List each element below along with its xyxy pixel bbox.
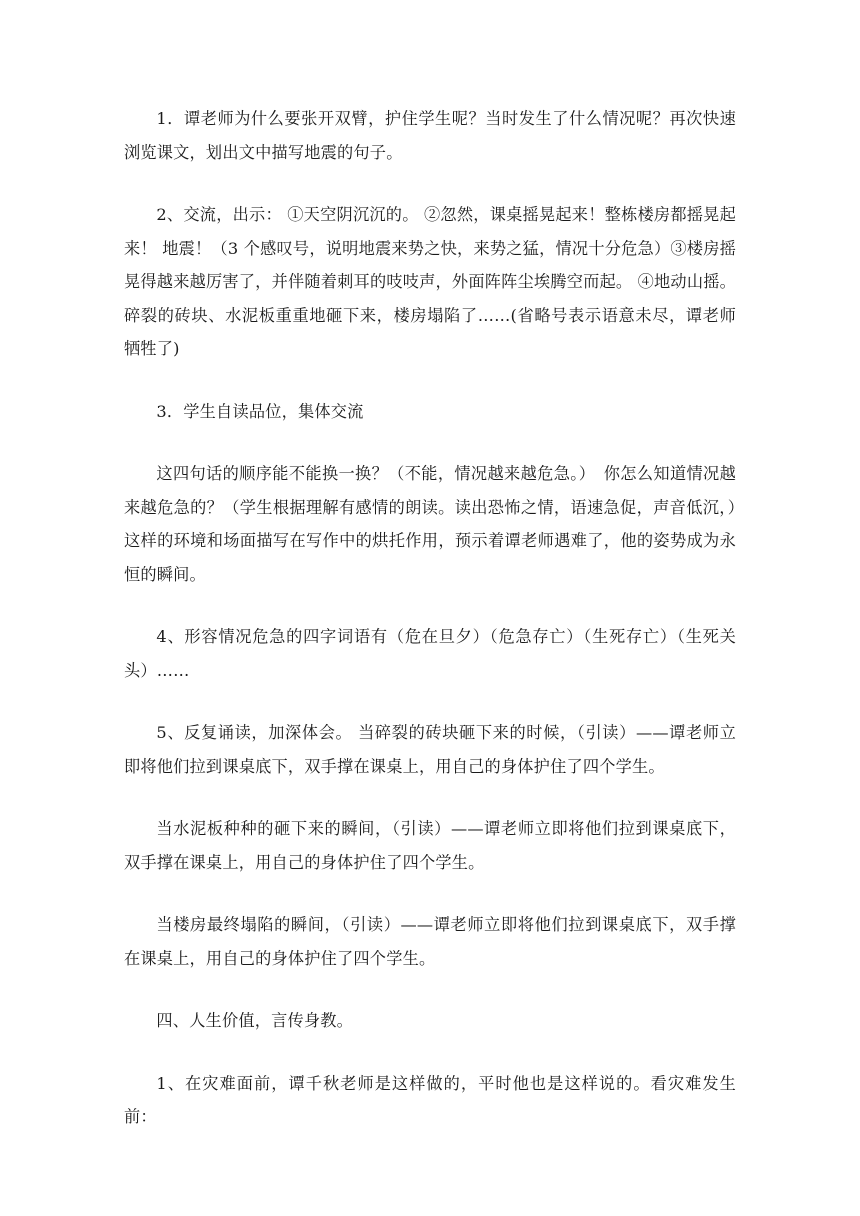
paragraph-question-1: 1．谭老师为什么要张开双臂，护住学生呢？当时发生了什么情况呢？再次快速浏览课文，划出文中描写地震的句子。 (124, 109, 736, 162)
document-page (124, 102, 736, 1163)
paragraph-idioms-4: 4、形容情况危急的四字词语有（危在旦夕）（危急存亡）（生死存亡）（生死关头）…… (124, 627, 736, 680)
paragraph-exchange-2: 2、交流，出示： ①天空阴沉沉的。 ②忽然，课桌摇晃起来！整栋楼房都摇晃起来！ 地震！（3 个感叹号，说明地震来势之快，来势之猛，情况十分危急）③楼房摇晃得越来越厉害了，并伴随着刺耳的吱吱声，外面阵阵尘埃腾空而起。 ④地动山摇。碎裂的砖块、水泥板重重地砸下来，楼房塌陷了……(省略号表示语意未尽，谭老师牺牲了) (124, 205, 736, 358)
section-heading-life-value: 四、人生价值，言传身教。 (156, 1011, 354, 1030)
paragraph-before-disaster: 1、在灾难面前，谭千秋老师是这样做的，平时他也是这样说的。看灾难发生前： (124, 1073, 736, 1126)
paragraph-self-read-3: 3．学生自读品位，集体交流 (156, 401, 364, 421)
paragraph-cement-slab: 当水泥板种种的砸下来的瞬间，（引读）——谭老师立即将他们拉到课桌底下，双手撑在课桌上，用自己的身体护住了四个学生。 (124, 819, 736, 872)
paragraph-sentence-order: 这四句话的顺序能不能换一换？（不能，情况越来越危急。） 你怎么知道情况越来越危急的？（学生根据理解有感情的朗读。读出恐怖之情，语速急促，声音低沉，）这样的环境和场面描写在写作中的烘托作用，预示着谭老师遇难了，他的姿势成为永恒的瞬间。 (124, 464, 736, 584)
paragraph-recite-5: 5、反复诵读，加深体会。 当碎裂的砖块砸下来的时候，（引读）——谭老师立即将他们拉到课桌底下，双手撑在课桌上，用自己的身体护住了四个学生。 (124, 723, 736, 776)
paragraph-building-collapse: 当楼房最终塌陷的瞬间，（引读）——谭老师立即将他们拉到课桌底下，双手撑在课桌上，用自己的身体护住了四个学生。 (124, 915, 736, 968)
